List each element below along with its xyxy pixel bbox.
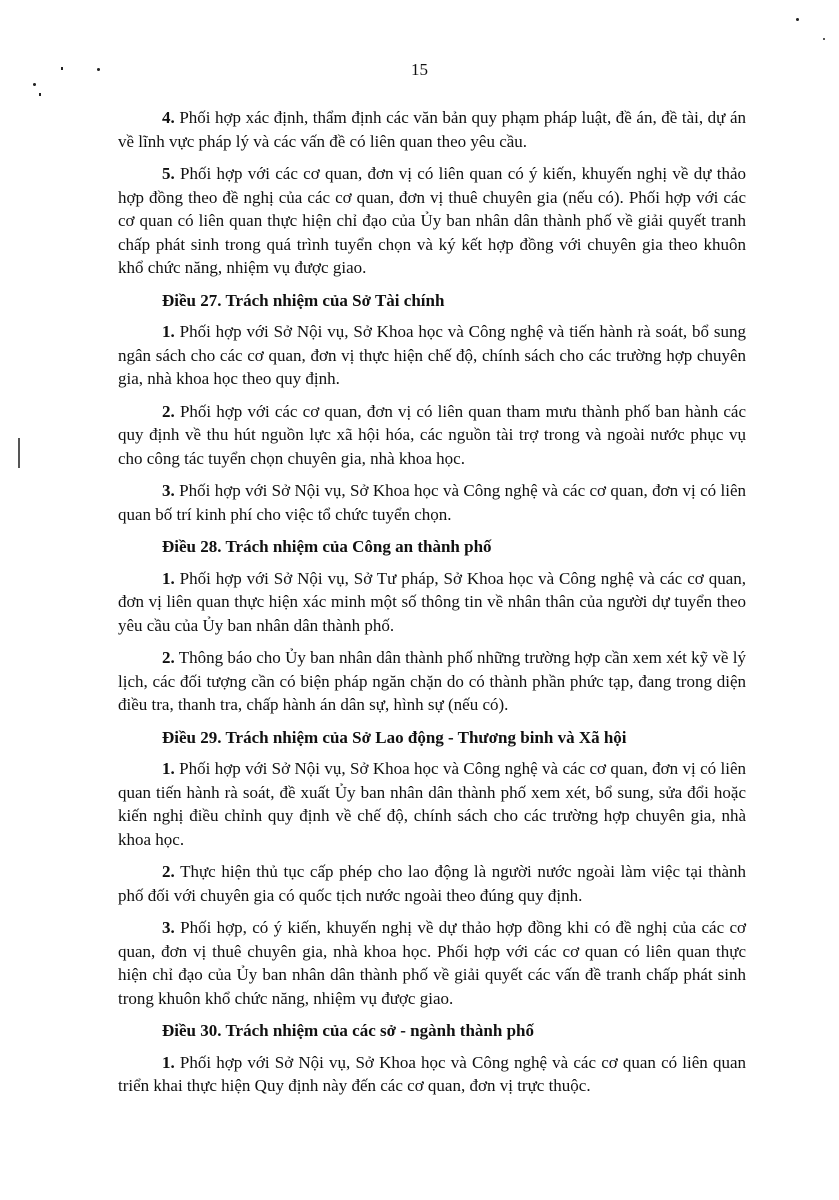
clause-number: 4. [162, 108, 175, 127]
article-heading: Điều 30. Trách nhiệm của các sở - ngành thành phố [162, 1021, 534, 1040]
clause-number: 2. [162, 862, 175, 881]
clause-number: 1. [162, 759, 175, 778]
clause-text: Phối hợp với Sở Nội vụ, Sở Tư pháp, Sở Khoa học và Công nghệ và các cơ quan, đơn vị liên quan thực hiện xác minh một số thông tin về nhân thân của người dự tuyển theo yêu cầu của Ủy ban nhân dân thành phố. [118, 568, 747, 635]
paragraph [118, 320, 746, 391]
clause-number: 3. [162, 918, 175, 937]
paragraph [118, 106, 746, 153]
paragraph [118, 916, 746, 1010]
clause-text: Thông báo cho Ủy ban nhân dân thành phố những trường hợp cần xem xét kỹ về lý lịch, các đối tượng cần có biện pháp ngăn chặn do có thành phần phức tạp, đang trong diện điều tra, thanh tra, chấp hành án dân sự, hình sự (nếu có). [118, 648, 746, 714]
article-heading: Điều 27. Trách nhiệm của Sở Tài chính [162, 290, 445, 310]
clause-number: 3. [162, 481, 175, 500]
scan-dot [33, 83, 36, 86]
clause-text: Phối hợp với Sở Nội vụ, Sở Khoa học và Công nghệ và các cơ quan có liên quan triển khai thực hiện Quy định này đến các cơ quan, đơn vị trực thuộc. [118, 1052, 746, 1095]
clause-number: 2. [162, 401, 175, 421]
scan-dot [796, 18, 799, 21]
clause-text: Phối hợp với các cơ quan, đơn vị có liên quan tham mưu thành phố ban hành các quy định về thu hút nguồn lực xã hội hóa, các nguồn tài trợ trong và ngoài nước phục vụ cho công tác tuyển chọn chuyên gia, nhà khoa học. [118, 401, 747, 468]
paragraph [118, 860, 746, 907]
paragraph [118, 1051, 746, 1098]
article-heading: Điều 29. Trách nhiệm của Sở Lao động - Thương binh và Xã hội [162, 727, 627, 747]
scan-dot [39, 93, 41, 96]
scan-line [18, 438, 20, 468]
scan-dot [823, 38, 825, 40]
clause-number: 2. [162, 648, 175, 667]
clause-text: Thực hiện thủ tục cấp phép cho lao động là người nước ngoài làm việc tại thành phố đối với chuyên gia có quốc tịch nước ngoài theo đúng quy định. [118, 862, 746, 905]
paragraph [118, 400, 746, 471]
clause-number: 5. [162, 164, 175, 183]
clause-number: 1. [162, 1052, 175, 1072]
paragraph [118, 567, 746, 638]
clause-number: 1. [162, 322, 175, 341]
clause-text: Phối hợp với Sở Nội vụ, Sở Khoa học và Công nghệ và các cơ quan, đơn vị có liên quan bố trí kinh phí cho việc tổ chức tuyển chọn. [118, 481, 746, 524]
paragraph [118, 646, 746, 717]
paragraph [118, 757, 746, 851]
clause-text: Phối hợp với các cơ quan, đơn vị có liên quan có ý kiến, khuyến nghị về dự thảo hợp đồng theo đề nghị của các cơ quan, đơn vị thuê chuyên gia (nếu có). Phối hợp với các cơ quan có liên quan thực hiện chỉ đạo của Ủy ban nhân dân thành phố về giải quyết tranh chấp phát sinh trong quá trình tuyển chọn và ký kết hợp đồng với chuyên gia theo khuôn khổ chức năng, nhiệm vụ được giao. [118, 164, 746, 277]
clause-text: Phối hợp với Sở Nội vụ, Sở Khoa học và Công nghệ và các cơ quan, đơn vị có liên quan tiến hành rà soát, đề xuất Ủy ban nhân dân thành phố xem xét, bổ sung, sửa đổi hoặc kiến nghị điều chỉnh quy định về chế độ, chính sách cho các trường hợp chuyên gia, nhà khoa học. [118, 759, 746, 849]
article-heading: Điều 28. Trách nhiệm của Công an thành phố [162, 537, 492, 556]
clause-text: Phối hợp, có ý kiến, khuyến nghị về dự thảo hợp đồng khi có đề nghị của các cơ quan, đơn vị thuê chuyên gia, nhà khoa học. Phối hợp với các cơ quan có liên quan thực hiện chỉ đạo của Ủy ban nhân dân thành phố về giải quyết các vấn đề tranh chấp phát sinh trong khuôn khổ chức năng, nhiệm vụ được giao. [118, 918, 746, 1008]
paragraph [118, 479, 746, 526]
paragraph [118, 162, 746, 280]
clause-text: Phối hợp xác định, thẩm định các văn bản quy phạm pháp luật, đề án, đề tài, dự án về lĩnh vực pháp lý và các vấn đề có liên quan theo yêu cầu. [118, 108, 746, 151]
clause-number: 1. [162, 568, 175, 588]
page-number: 15 [411, 60, 428, 79]
document-body [118, 106, 746, 1107]
clause-text: Phối hợp với Sở Nội vụ, Sở Khoa học và Công nghệ và tiến hành rà soát, bổ sung ngân sách cho các cơ quan, đơn vị thực hiện chế độ, chính sách cho các trường hợp chuyên gia, nhà khoa học theo quy định. [118, 322, 747, 388]
